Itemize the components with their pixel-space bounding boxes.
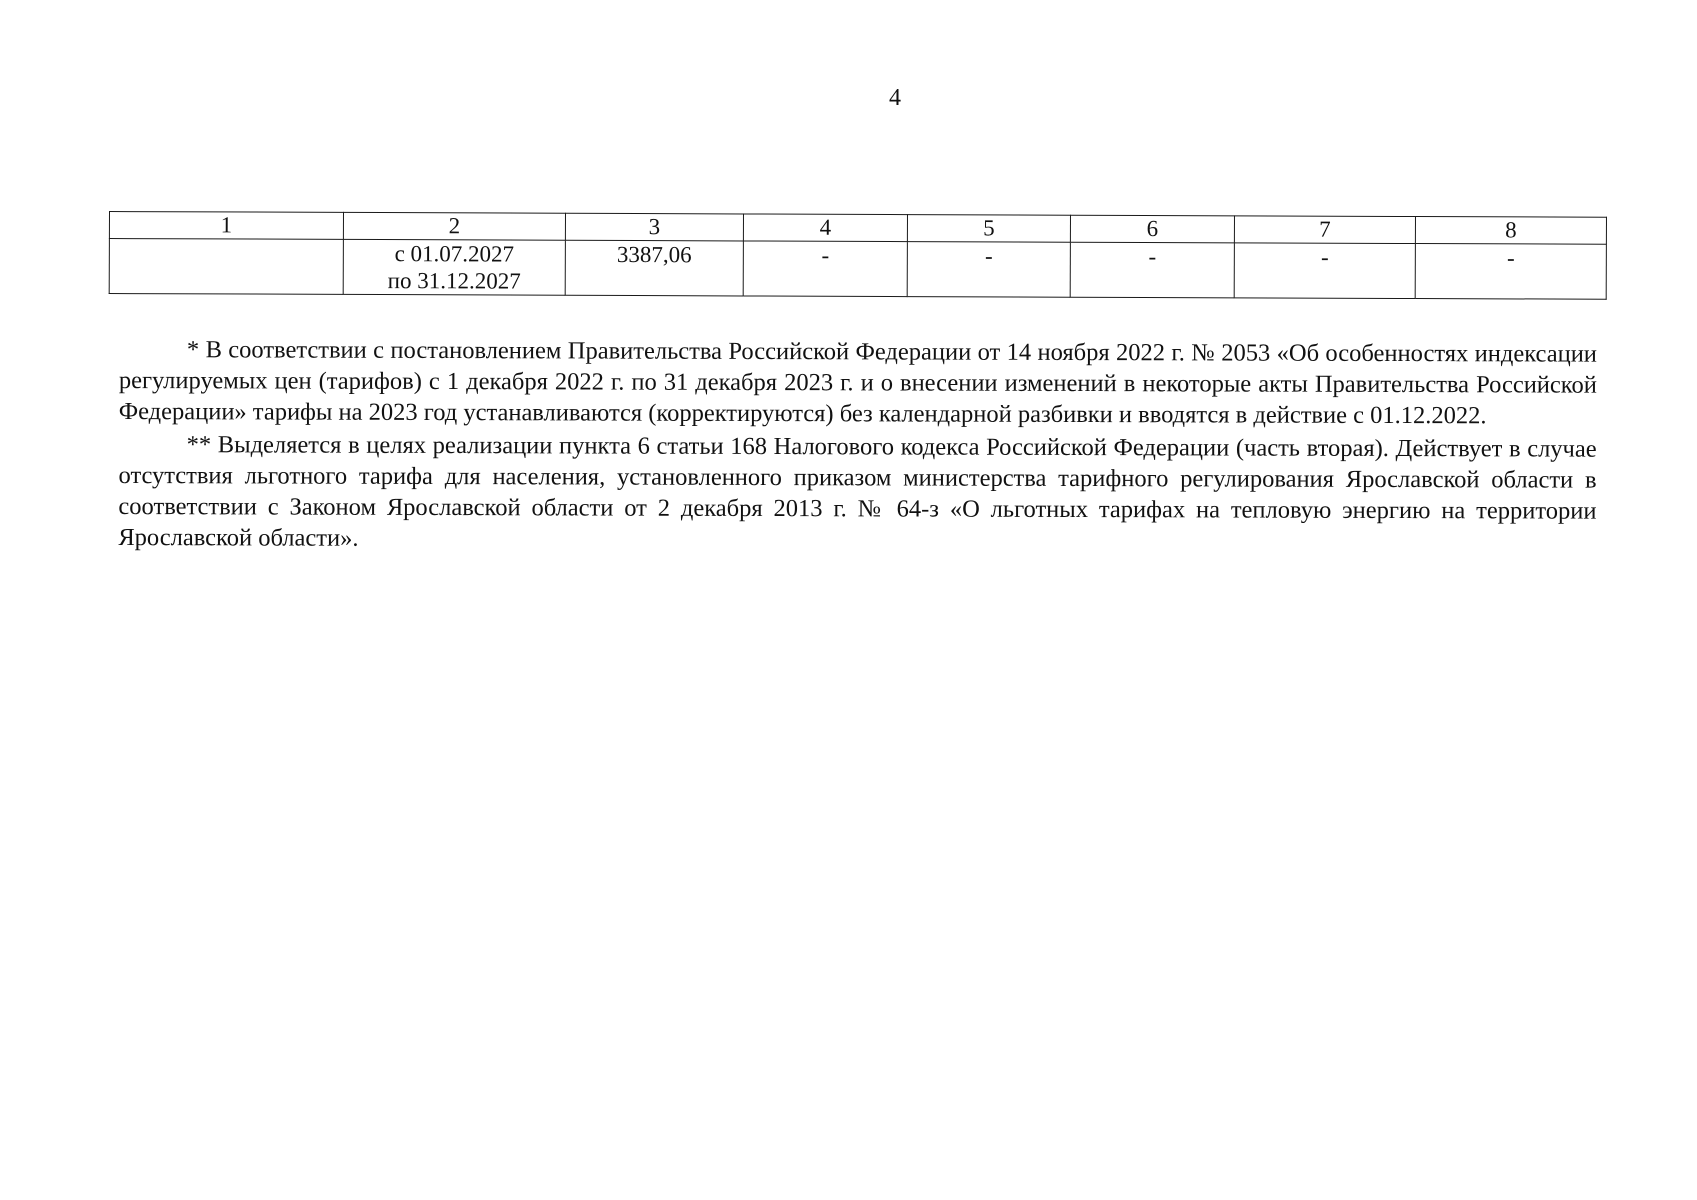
- cell-tariff-value: 3387,06: [565, 240, 743, 296]
- column-number-3: 3: [565, 213, 743, 241]
- column-number-4: 4: [743, 214, 907, 242]
- column-number-2: 2: [343, 212, 565, 240]
- cell-col4: -: [743, 241, 907, 297]
- cell-col6: -: [1070, 242, 1234, 298]
- column-number-5: 5: [907, 215, 1070, 243]
- period-start: с 01.07.2027: [394, 241, 515, 267]
- column-number-1: 1: [109, 212, 343, 240]
- tariff-table: [109, 211, 1607, 300]
- cell-organization: [109, 239, 343, 295]
- cell-col7: -: [1234, 243, 1415, 299]
- column-number-7: 7: [1234, 216, 1415, 244]
- footnote-single-asterisk: * В соответствии с постановлением Правительства Российской Федерации от 14 ноября 2022 г. № 2053 «Об особенностях индексации регулируемых цен (тарифов) с 1 декабря 2022 г. по 31 декабря 2023 г. и о внесении изменений в некоторые акты Правительства Российской Федерации» тарифы на 2023 год устанавливаются (корректируются) без календарной разбивки и вводятся в действие с 01.12.2022.: [118, 336, 1597, 430]
- period-end: по 31.12.2027: [387, 268, 521, 294]
- column-number-8: 8: [1415, 217, 1606, 245]
- footnotes: [118, 334, 1597, 560]
- cell-col8: -: [1415, 244, 1606, 300]
- cell-period: [343, 239, 565, 295]
- page-number: 4: [889, 85, 901, 111]
- cell-col5: -: [907, 242, 1070, 298]
- column-number-6: 6: [1070, 215, 1234, 243]
- footnote-double-asterisk: ** Выделяется в целях реализации пункта 6 статьи 168 Налогового кодекса Российской Федерации (часть вторая). Действует в случае отсутствия льготного тарифа для населения, установленного приказом министерства тарифного регулирования Ярославской области в соответствии с Законом Ярославской области от 2 декабря 2013 г. № 64-з «О льготных тарифах на тепловую энергию на территории Ярославской области».: [118, 431, 1597, 552]
- table-row: [109, 239, 1606, 300]
